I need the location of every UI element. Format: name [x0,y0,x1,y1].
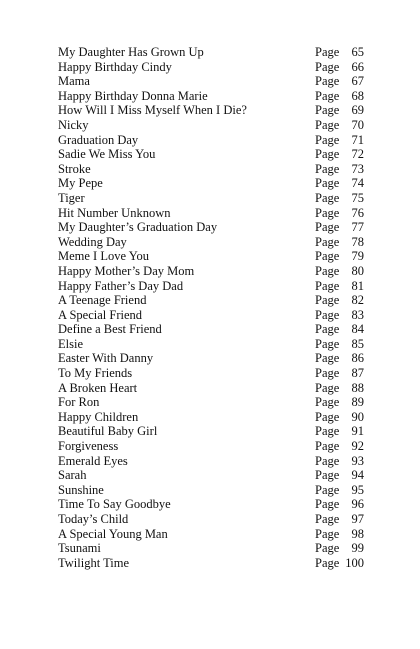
toc-entry-page-label: Page [315,380,340,395]
toc-entry-title: Today’s Child [58,512,129,526]
toc-entry-page-label: Page [315,336,340,351]
toc-entry [58,264,364,279]
toc-entry-title: Happy Mother’s Day Mom [58,263,195,278]
toc-entry-page-number: 98 [351,526,364,541]
toc-entry-title: A Special Young Man [58,526,168,541]
toc-entry-title: Easter With Danny [58,351,154,366]
toc-entry-page-number: 93 [351,453,364,468]
toc-entry-page-number: 71 [351,132,364,147]
toc-entry [58,279,364,294]
toc-entry-page-label: Page [315,263,340,278]
toc-entry [58,249,364,264]
toc-entry-title: Tsunami [58,541,101,556]
toc-entry-page-label: Page [315,541,340,556]
toc-entry-page-label: Page [315,234,340,249]
toc-entry-page-number: 87 [351,366,364,381]
toc-entry-page-label: Page [315,293,340,308]
toc-entry-page-number: 86 [351,351,364,366]
toc-entry-page-number: 97 [351,512,364,526]
toc-entry-page-label: Page [315,74,340,89]
toc-entry [58,337,364,352]
toc-entry-title: Sunshine [58,482,104,497]
toc-entry-title: A Special Friend [58,307,143,322]
toc-entry-page-number: 80 [351,263,364,278]
toc-entry-page-label: Page [315,220,340,235]
toc-entry-page-label: Page [315,307,340,322]
toc-entry-page-number: 89 [351,395,364,410]
toc-entry [58,424,364,439]
toc-entry-page-number: 94 [351,468,364,483]
toc-entry [58,512,364,527]
toc-entry [58,366,364,381]
toc-entry-title: Hit Number Unknown [58,205,171,220]
toc-entry [58,395,364,410]
toc-entry-page-label: Page [315,117,340,132]
toc-entry-page-label: Page [315,45,340,59]
toc-entry-page-label: Page [315,409,340,424]
toc-entry-page-label: Page [315,468,340,483]
toc-entry [58,556,364,571]
toc-entry-page-number: 100 [345,555,364,570]
toc-entry-page-label: Page [315,322,340,337]
toc-entry-page-number: 70 [351,117,364,132]
toc-entry-title: Sadie We Miss You [58,147,156,162]
toc-entry-title: Nicky [58,117,89,132]
toc-entry [58,468,364,483]
toc-entry-title: Emerald Eyes [58,453,128,468]
toc-entry-title: Wedding Day [58,234,127,249]
toc-entry-page-label: Page [315,205,340,220]
toc-entry [58,103,364,118]
toc-entry-title: Forgiveness [58,439,119,454]
toc-entry [58,381,364,396]
toc-entry [58,497,364,512]
toc-entry-page-label: Page [315,497,340,512]
toc-entry-page-number: 68 [351,88,364,103]
toc-entry-page-label: Page [315,555,340,570]
toc-entry [58,322,364,337]
toc-entry-page-label: Page [315,453,340,468]
toc-entry-page-number: 73 [351,161,364,176]
toc-entry-page-number: 69 [351,103,364,118]
toc-entry-page-number: 65 [351,45,364,59]
toc-entry-title: Twilight Time [58,555,130,570]
toc-entry-title: My Daughter Has Grown Up [58,45,204,59]
toc-entry-page-number: 96 [351,497,364,512]
toc-entry-title: Mama [58,74,90,89]
toc-entry [58,191,364,206]
toc-entry [58,147,364,162]
toc-entry-page-number: 72 [351,147,364,162]
toc-entry-page-label: Page [315,190,340,205]
toc-entry-title: Tiger [58,190,85,205]
toc-entry-title: Happy Children [58,409,139,424]
toc-entry-page-number: 78 [351,234,364,249]
toc-entry-title: Elsie [58,336,83,351]
toc-entry [58,293,364,308]
toc-entry-page-number: 79 [351,249,364,264]
toc-entry-page-label: Page [315,249,340,264]
toc-entry-page-number: 91 [351,424,364,439]
toc-entry-page-number: 66 [351,59,364,74]
toc-entry [58,454,364,469]
toc-entry-title: Happy Father’s Day Dad [58,278,184,293]
toc-entry-title: Sarah [58,468,87,483]
toc-entry-page-label: Page [315,147,340,162]
toc-entry-title: Beautiful Baby Girl [58,424,158,439]
toc-entry [58,439,364,454]
toc-entry-page-number: 92 [351,439,364,454]
toc-entry-page-label: Page [315,526,340,541]
toc-entry [58,541,364,556]
toc-entry-title: A Teenage Friend [58,293,147,308]
toc-entry [58,176,364,191]
toc-entry [58,74,364,89]
toc-entry-page-label: Page [315,395,340,410]
toc-entry-page-label: Page [315,278,340,293]
toc-entry-title: To My Friends [58,366,133,381]
toc-entry [58,483,364,498]
toc-entry [58,235,364,250]
toc-entry-page-number: 75 [351,190,364,205]
toc-entry-page-number: 76 [351,205,364,220]
toc-entry-page-number: 83 [351,307,364,322]
toc-entry-title: Happy Birthday Cindy [58,59,172,74]
toc-entry-page-label: Page [315,161,340,176]
toc-entry-page-label: Page [315,132,340,147]
toc-entry [58,60,364,75]
toc-entry-title: Graduation Day [58,132,139,147]
toc-entry-page-number: 81 [351,278,364,293]
toc-entry-page-number: 77 [351,220,364,235]
toc-entry [58,351,364,366]
toc-entry [58,527,364,542]
toc-entry [58,220,364,235]
toc-entry-title: Define a Best Friend [58,322,162,337]
toc-entry [58,45,364,60]
toc-entry-title: Stroke [58,161,91,176]
toc-entry-page-label: Page [315,59,340,74]
toc-entry-page-number: 84 [351,322,364,337]
toc-entry-page-label: Page [315,351,340,366]
toc-entry-page-number: 99 [351,541,364,556]
toc-entry-page-label: Page [315,424,340,439]
toc-entry-page-label: Page [315,176,340,191]
toc-entry-title: For Ron [58,395,100,410]
toc-entry [58,118,364,133]
toc-entry [58,410,364,425]
toc-entry [58,206,364,221]
toc-entry-page-label: Page [315,439,340,454]
toc-entry-page-number: 95 [351,482,364,497]
toc-entry-page-label: Page [315,482,340,497]
toc-entry [58,308,364,323]
toc-entry-page-label: Page [315,512,340,526]
toc-entry [58,162,364,177]
toc-entry [58,133,364,148]
toc-entry-page-number: 74 [351,176,364,191]
toc-entry-page-label: Page [315,366,340,381]
toc-entry-page-label: Page [315,103,340,118]
toc-entry-title: Happy Birthday Donna Marie [58,88,208,103]
table-of-contents [58,45,364,570]
toc-entry-title: My Pepe [58,176,103,191]
toc-entry-title: How Will I Miss Myself When I Die? [58,103,247,118]
toc-entry-page-number: 88 [351,380,364,395]
toc-entry-title: A Broken Heart [58,380,138,395]
toc-entry-page-number: 67 [351,74,364,89]
toc-entry-title: Time To Say Goodbye [58,497,171,512]
toc-entry-page-label: Page [315,88,340,103]
toc-entry-title: Meme I Love You [58,249,149,264]
toc-entry-title: My Daughter’s Graduation Day [58,220,218,235]
toc-entry-page-number: 90 [351,409,364,424]
toc-entry [58,89,364,104]
toc-entry-page-number: 85 [351,336,364,351]
toc-entry-page-number: 82 [351,293,364,308]
